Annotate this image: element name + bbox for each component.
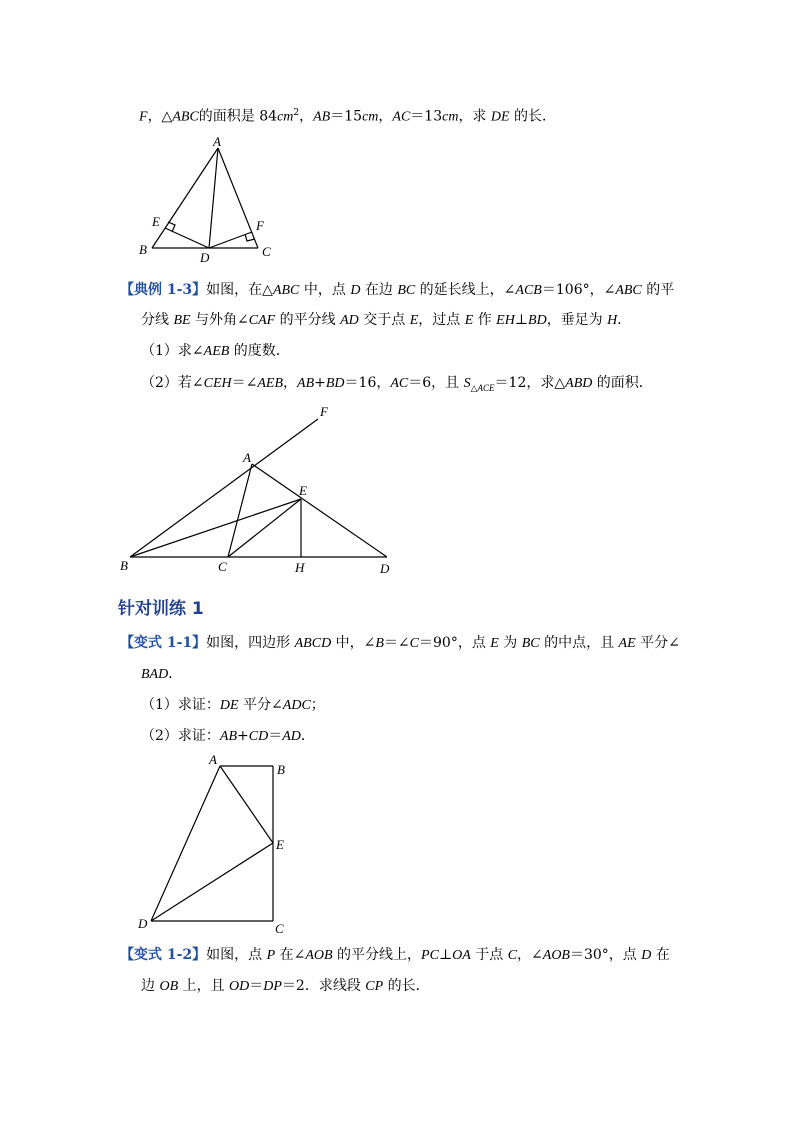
label-d: D xyxy=(138,916,148,931)
label-f: F xyxy=(256,218,264,233)
example-1-3-line-1: 【典例 1-3】如图，在△ABC 中，点 D 在边 BC 的延长线上，∠ACB＝106°，∠ABC 的平 xyxy=(120,282,675,298)
label-b: B xyxy=(139,242,147,257)
variant-1-1-line-2: BAD． xyxy=(141,666,183,682)
variant-1-1-question-1: （1）求证：DE 平分∠ADC； xyxy=(141,697,325,713)
variant-tag: 【变式 1-1】 xyxy=(120,635,207,651)
label-d: D xyxy=(200,250,210,265)
example-1-3-line-2: 分线 BE 与外角∠CAF 的平分线 AD 交于点 E，过点 E 作 EH⊥BD，垂足为 H． xyxy=(141,312,632,328)
problem-text-line: F，△ABC的面积是 $84cm^2$，AB＝15cm，AC＝13cm，求 DE 的长． xyxy=(139,108,557,125)
example-tag: 【典例 1-3】 xyxy=(120,282,207,298)
variant-1-2-line-2: 边 OB 上，且 OD＝DP＝2．求线段 CP 的长． xyxy=(141,978,430,994)
label-a: A xyxy=(243,450,251,465)
variant-tag: 【变式 1-2】 xyxy=(120,947,207,963)
label-b: B xyxy=(120,558,128,573)
label-e: E xyxy=(152,214,160,229)
label-c: C xyxy=(275,921,284,936)
example-1-3-question-1: （1）求∠AEB 的度数． xyxy=(141,343,290,359)
label-b: B xyxy=(277,762,285,777)
variant-1-1-question-2: （2）求证：AB+CD＝AD． xyxy=(141,728,315,744)
section-heading: 针对训练 1 xyxy=(118,599,204,619)
label-e: E xyxy=(299,483,307,498)
label-c: C xyxy=(218,559,227,574)
label-f: F xyxy=(320,404,328,419)
label-c: C xyxy=(262,244,271,259)
variant-1-1-line-1: 【变式 1-1】如图，四边形 ABCD 中，∠B＝∠C＝90°，点 E 为 BC 的中点，且 AE 平分∠ xyxy=(120,635,680,651)
label-a: A xyxy=(213,134,221,149)
example-1-3-question-2: （2）若∠CEH＝∠AEB，AB+BD＝16，AC＝6，且 $S_{\triangle ACE}=12$，求△ABD 的面积． xyxy=(141,375,653,393)
label-a: A xyxy=(209,752,217,767)
label-h: H xyxy=(295,560,305,575)
variant-1-2-line-1: 【变式 1-2】如图，点 P 在∠AOB 的平分线上，PC⊥OA 于点 C，∠AOB＝30°，点 D 在 xyxy=(120,947,670,963)
label-e: E xyxy=(276,837,284,852)
label-d: D xyxy=(380,561,390,576)
